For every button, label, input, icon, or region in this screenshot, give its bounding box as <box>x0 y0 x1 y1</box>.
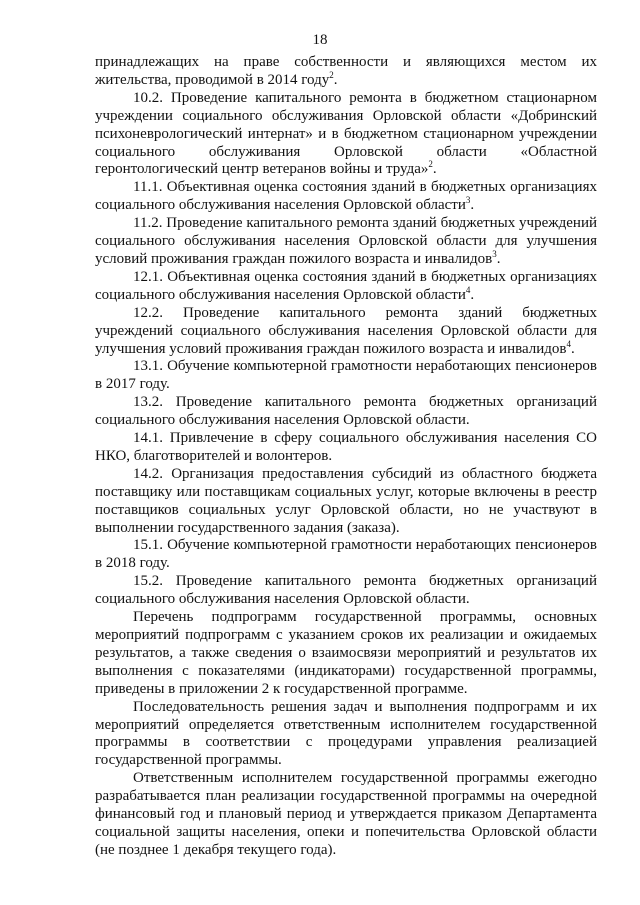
paragraph <box>95 573 597 609</box>
paragraph <box>95 466 597 538</box>
paragraph-text: принадлежащих на праве собственности и являющихся местом их жительства, проводимой в 2014 году <box>95 54 597 88</box>
paragraph <box>95 609 597 699</box>
footnote-marker: 2 <box>428 159 433 170</box>
paragraph-text: 10.2. Проведение капитального ремонта в бюджетном стационарном учреждении социального обслуживания Орловской области «Добринский психоневрологический интернат» и в бюджетном стационарном учреждении социального обслуживания Орловской области «Областной геронтологический центр ветеранов войны и труда» <box>95 89 597 178</box>
paragraph-tail: . <box>432 161 437 178</box>
footnote-marker: 4 <box>566 338 572 349</box>
paragraph <box>95 770 597 860</box>
paragraph-tail: . <box>496 250 501 267</box>
paragraph-tail: . <box>470 197 475 214</box>
paragraph <box>95 54 597 90</box>
paragraph-tail: . <box>333 71 338 88</box>
page-number: 18 <box>312 32 328 48</box>
paragraph-tail: . <box>470 286 475 303</box>
paragraph-text: 12.2. Проведение капитального ремонта зданий бюджетных учреждений социального обслуживания населения Орловской области для улучшения условий проживания граждан пожилого возраста и инвалидов <box>95 304 597 357</box>
paragraph-text: 13.2. Проведение капитального ремонта бюджетных организаций социального обслуживания населения Орловской области. <box>95 394 597 429</box>
paragraph-text: Ответственным исполнителем государственной программы ежегодно разрабатывается план реализации государственной программы на очередной финансовый год и плановый период и утверждается приказом Департамента социальной защиты населения, опеки и попечительства Орловской области (не позднее 1 декабря текущего года). <box>95 770 597 858</box>
paragraph <box>95 305 597 359</box>
paragraph-text: 11.1. Объективная оценка состояния зданий в бюджетных организациях социального обслуживания населения Орловской области <box>95 179 597 214</box>
paragraph-text: 14.1. Привлечение в сферу социального обслуживания населения СО НКО, благотворителей и волонтеров. <box>95 430 597 464</box>
paragraph <box>95 430 597 466</box>
paragraph <box>95 537 597 573</box>
footnote-marker: 4 <box>465 284 471 295</box>
paragraph-text: Последовательность решения задач и выполнения подпрограмм и их мероприятий определяется ответственным исполнителем государственной программы в соответствии с процедурами управления реализацией государственной программы. <box>95 698 597 769</box>
paragraph-text: 14.2. Организация предоставления субсидий из областного бюджета поставщику или поставщикам социальных услуг, которые включены в реестр поставщиков социальных услуг Орловской области, но не участвуют в выполнении государственного задания (заказа). <box>95 465 597 536</box>
paragraph-tail: . <box>571 340 575 357</box>
paragraph <box>95 179 597 215</box>
paragraph <box>95 90 597 180</box>
footnote-marker: 2 <box>329 69 334 80</box>
paragraph <box>95 699 597 771</box>
paragraph-text: 15.1. Обучение компьютерной грамотности неработающих пенсионеров в 2018 году. <box>95 537 597 572</box>
paragraph-text: 13.1. Обучение компьютерной грамотности неработающих пенсионеров в 2017 году. <box>95 358 597 393</box>
footnote-marker: 3 <box>465 195 471 206</box>
paragraph <box>95 215 597 269</box>
paragraph <box>95 358 597 394</box>
paragraph-text: Перечень подпрограмм государственной программы, основных мероприятий подпрограмм с указанием сроков их реализации и ожидаемых результатов, а также сведения о взаимосвязи мероприятий и результатов их выполнения с показателями (индикаторами) государственной программы, приведены в приложении 2 к государственной программе. <box>95 609 597 697</box>
footnote-marker: 3 <box>492 248 497 259</box>
paragraph <box>95 269 597 305</box>
paragraph-text: 12.1. Объективная оценка состояния зданий в бюджетных организациях социального обслуживания населения Орловской области <box>95 268 597 303</box>
paragraph-text: 15.2. Проведение капитального ремонта бюджетных организаций социального обслуживания населения Орловской области. <box>95 573 597 608</box>
paragraph-text: 11.2. Проведение капитального ремонта зданий бюджетных учреждений социального обслуживания населения Орловской области для улучшения условий проживания граждан пожилого возраста и инвалидов <box>95 215 597 267</box>
document-body <box>95 54 597 860</box>
paragraph <box>95 394 597 430</box>
